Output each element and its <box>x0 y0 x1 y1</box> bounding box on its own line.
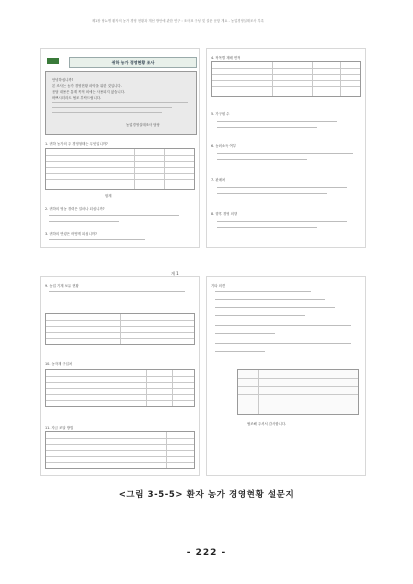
logo-icon <box>47 58 59 64</box>
intro-box <box>45 71 197 135</box>
intro-line-4: 바쁘시더라도 협조 부탁드립니다. <box>52 96 102 100</box>
survey-page-right-bottom <box>206 276 366 476</box>
question-9: 9. 농업 기계 보유 현황 <box>45 284 79 288</box>
question-3: 3. 귀하의 연령은 어떻게 되십니까? <box>45 232 97 236</box>
question-4: 4. 작목별 재배 면적 <box>211 56 241 60</box>
intro-footer: 농업경영실태조사 담당 <box>126 123 160 127</box>
section-title: 기타 의견 <box>211 284 226 288</box>
survey-title: 귀하 농가 경영현황 조사 <box>111 60 155 65</box>
page-number: - 222 - <box>186 548 227 558</box>
intro-line-1: 안녕하십니까? <box>52 78 74 82</box>
question-5: 5. 가구원 수 <box>211 112 230 116</box>
question-2: 2. 귀하의 영농 경력은 얼마나 되십니까? <box>45 207 105 211</box>
table-q10 <box>45 369 195 407</box>
question-11: 11. 자금 조달 방법 <box>45 426 74 430</box>
question-1: 1. 귀하 농가의 주 경영형태는 무엇입니까? <box>45 142 108 146</box>
survey-page-left-bottom <box>40 271 200 476</box>
thank-you-note: 협조해 주셔서 감사합니다. <box>247 422 287 426</box>
table-q4 <box>211 61 361 97</box>
table-q11 <box>45 431 195 469</box>
intro-line-3: 응답 내용은 통계 목적 외에는 사용되지 않습니다. <box>52 90 126 94</box>
running-header: 제1장 당뇨병 환자의 농가 경영 현황과 개선 방안에 관한 연구 : 조사표 구성 및 설문 문항 개요 - 농업경영실태조사 부록 <box>92 19 264 23</box>
question-7: 7. 판매처 <box>211 178 226 182</box>
intro-line-2: 본 조사는 농가 경영현황 파악을 위한 것입니다. <box>52 84 122 88</box>
figure-caption: <그림 3-5-5> 환자 농가 경영현황 설문지 <box>118 490 295 500</box>
survey-title-box <box>69 57 197 68</box>
survey-page-left-top <box>40 48 200 248</box>
total-label: 합계 <box>105 194 112 198</box>
table-q9 <box>45 313 195 345</box>
comment-box <box>237 369 359 415</box>
question-10: 10. 농자재 구입처 <box>45 362 73 366</box>
question-6: 6. 농외소득 여부 <box>211 144 237 148</box>
page-marker: 개 1 <box>171 271 179 276</box>
table-q1 <box>45 148 195 190</box>
question-8: 8. 향후 경영 의향 <box>211 212 238 216</box>
survey-page-right-top <box>206 48 366 248</box>
